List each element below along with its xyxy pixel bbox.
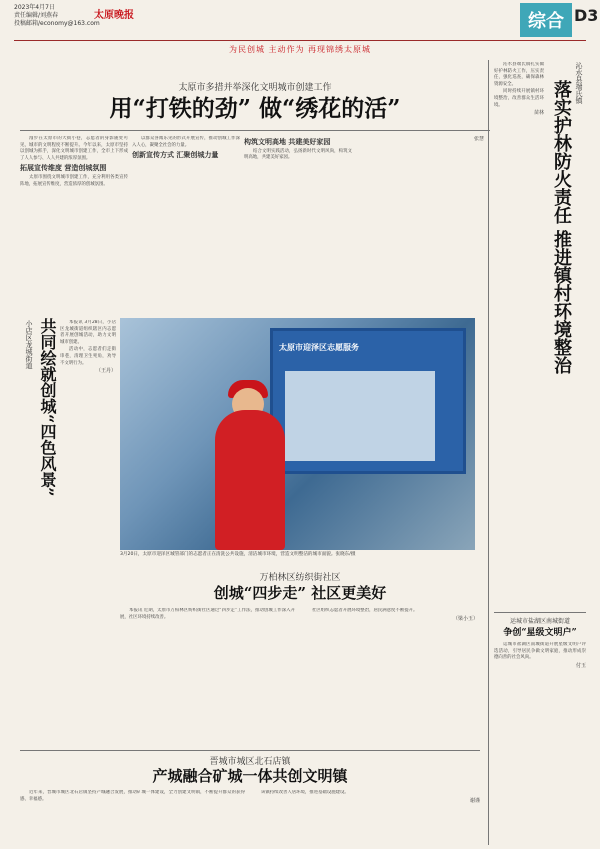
- left-paragraph-1: 本报讯 3月28日，小店区龙城街道组织辖区内志愿者开展创城活动，助力文明城市创建。: [60, 320, 116, 345]
- bottom-col-2: [252, 790, 480, 845]
- lead-col-1: [20, 136, 128, 316]
- right-bottom-divider: [494, 612, 586, 613]
- right-bottom-body: [494, 642, 586, 842]
- left-kicker: 小店区龙城街道: [25, 320, 33, 369]
- lead-subhead-2: 创新宣传方式 汇聚创城力量: [132, 151, 219, 160]
- mid-col-1: [120, 608, 295, 743]
- left-byline: （王丹）: [95, 368, 116, 375]
- mid-col-2: [303, 608, 478, 743]
- section-label: 综合: [520, 3, 572, 37]
- left-headline: 共同绘就创城“四色风景”: [38, 318, 57, 497]
- lead-photo: [120, 318, 475, 550]
- lead-paragraph-3: 以群众喜闻乐见的形式开展宣传，推动创城工作深入人心，凝聚全社会的力量。: [132, 136, 240, 148]
- lead-col-2: [132, 136, 240, 316]
- lead-subhead-3: 构筑文明高地 共建美好家园: [244, 138, 331, 146]
- mid-headline: 创城“四步走” 社区更美好: [213, 584, 387, 602]
- right-top-kicker: 沁水县端氏镇: [575, 62, 583, 104]
- lead-headline: 用“打铁的劲” 做“绣花的活”: [109, 95, 401, 122]
- paper-logo: 太原晚报: [94, 10, 134, 21]
- lead-byline: 张慧: [473, 136, 484, 142]
- page-number: D3: [574, 6, 599, 25]
- right-top-paragraph-1: 沁水县端氏镇扎实做好护林防火工作，压实责任，强化巡查，确保森林资源安全。: [494, 62, 544, 87]
- lead-subhead-1: 拓展宣传维度 营造创城氛围: [20, 164, 107, 173]
- mid-paragraph-2: 社区组织志愿者开展环境整治，居民满意度不断提升。: [312, 608, 418, 613]
- right-top-paragraph-2: 同时持续开展镇村环境整治，改善群众生活环境。: [494, 89, 544, 108]
- lead-paragraph-4: 结合文明实践活动，弘扬新时代文明风尚，构筑文明高地，共建美好家园。: [244, 148, 352, 161]
- bottom-headline: 产城融合矿城一体共创文明镇: [152, 767, 348, 785]
- photo-window: [285, 371, 435, 461]
- lead-divider: [20, 130, 490, 131]
- email-line: 投稿邮箱/economy@163.com: [14, 20, 100, 27]
- bottom-col-1: [20, 790, 245, 845]
- issue-date: 2023年4月7日: [14, 4, 55, 11]
- bottom-paragraph-1: 近年来，晋城市城区北石店镇坚持产城融合发展，推动矿城一体建设，全力创建文明镇，不断提升群众的获得感、幸福感。: [20, 790, 245, 802]
- lead-col-3: [244, 136, 352, 316]
- lead-paragraph-2: 太原市围绕文明城市创建工作，充分利用各类宣传阵地，拓展宣传维度，营造浓厚的创城氛围。: [20, 174, 128, 187]
- right-bottom-paragraph-1: 运城市盐湖区南城街道开展星级文明户评选活动，引导居民争做文明家庭，推动形成崇德向善的社会风尚。: [494, 642, 586, 661]
- right-top-byline: 苗林: [533, 110, 544, 117]
- bottom-byline: 谢谨: [469, 797, 480, 804]
- right-bottom-kicker: 运城市盐湖区南城街道: [509, 618, 570, 625]
- lead-col-4: [356, 136, 484, 316]
- bottom-divider: [20, 750, 480, 751]
- lead-paragraph-1: 漫步在太原市的大街小巷，志愿者的身影随处可见，城市的文明程度不断提升。今年以来，太原市坚持以创城为抓手，深化文明城市创建工作，全市上下形成了人人参与、人人共建的浓厚氛围。: [20, 136, 128, 161]
- right-bottom-headline: 争创“星级文明户”: [503, 628, 577, 638]
- page-meta: [14, 4, 100, 28]
- bottom-paragraph-2: 该镇持续改善人居环境，推进基础设施建设。: [261, 790, 349, 795]
- mid-paragraph-1: 本报讯 近期，太原市万柏林区纺织街社区通过“四步走”工作法，推动创城工作深入开展，社区环境持续改善。: [120, 608, 295, 620]
- lead-kicker: 太原市多措并举深化文明城市创建工作: [178, 83, 332, 93]
- editor-line: 责任编辑/刘燕春: [14, 12, 59, 19]
- mid-byline: （梁小玉）: [452, 615, 478, 622]
- bottom-kicker: 晋城市城区北石店镇: [209, 757, 291, 767]
- left-paragraph-2: 活动中，志愿者们走街串巷，清理卫生死角，劝导不文明行为。: [60, 347, 116, 366]
- mid-kicker: 万柏林区纺织街社区: [259, 573, 341, 583]
- photo-booth: [270, 328, 466, 474]
- right-top-headline: 落实护林防火责任 推进镇村环境整治: [551, 80, 572, 375]
- photo-caption: 3月20日，太原市迎泽区城管部门的志愿者正在清洗公共设施，清洁城市环境，营造文明整洁的城市面貌。张晓东/摄: [120, 552, 356, 557]
- right-top-body: [494, 62, 544, 602]
- slogan-banner: 为民创城 主动作为 再现锦绣太原城: [228, 45, 372, 54]
- right-column-divider: [488, 60, 489, 845]
- masthead: [0, 0, 600, 40]
- top-divider: [14, 40, 586, 41]
- right-bottom-byline: 付玉: [575, 662, 586, 669]
- photo-sign: 太原市迎泽区志愿服务: [279, 343, 359, 352]
- photo-worker: [215, 410, 285, 550]
- left-story-body: [60, 320, 116, 740]
